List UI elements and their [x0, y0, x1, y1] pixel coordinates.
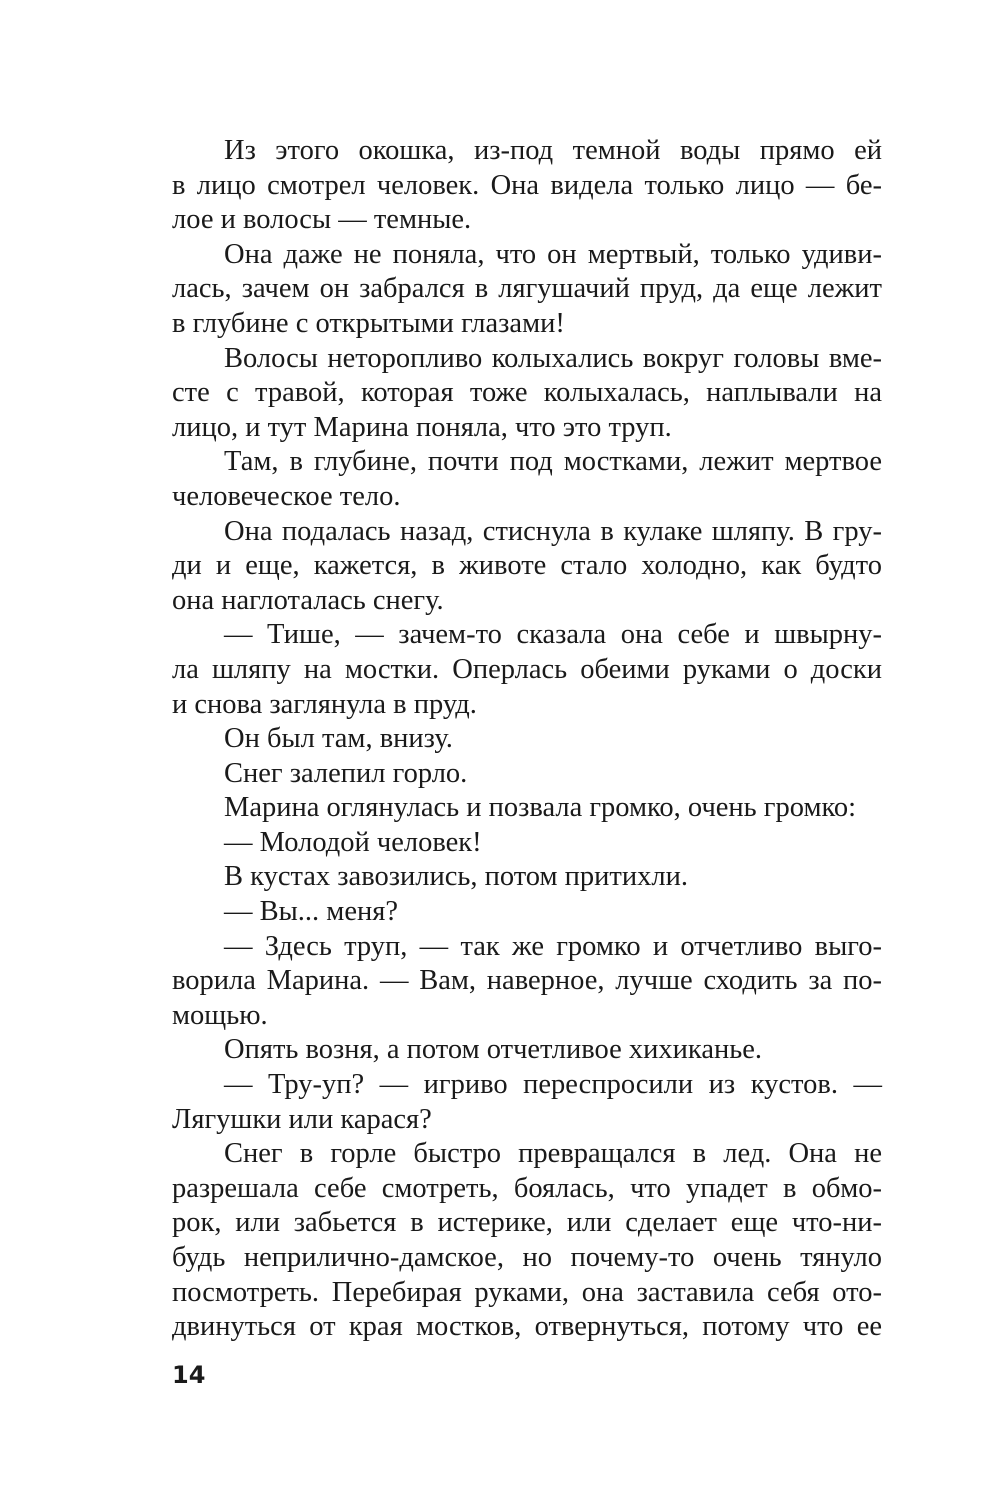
- paragraph: [172, 1137, 882, 1345]
- text-line: посмотреть. Перебирая руками, она заставила себя ото-: [172, 1276, 882, 1308]
- paragraph: [172, 930, 882, 1034]
- text-line: Из этого окошка, из-под темной воды прямо ей: [224, 135, 882, 166]
- text-line: — Вы... меня?: [224, 896, 398, 928]
- paragraph: [172, 791, 882, 826]
- text-line: разрешала себе смотреть, боялась, что упадет в обмо-: [172, 1172, 882, 1204]
- text-line: — Молодой человек!: [224, 826, 482, 858]
- body-text: [172, 134, 882, 1345]
- paragraph: [172, 860, 882, 895]
- text-line: В кустах завозились, потом притихли.: [224, 861, 688, 893]
- text-line: — Тише, — зачем-то сказала она себе и швырну-: [224, 619, 882, 651]
- text-line: Лягушки или карася?: [172, 1103, 432, 1135]
- text-line: Волосы неторопливо колыхались вокруг головы вме-: [224, 342, 882, 374]
- text-line: ди и еще, кажется, в животе стало холодно, как будто: [172, 550, 882, 582]
- text-line: Там, в глубине, почти под мостками, лежит мертвое: [224, 446, 882, 478]
- paragraph: [172, 238, 882, 342]
- text-line: ла шляпу на мостки. Оперлась обеими руками о доски: [172, 653, 882, 685]
- text-line: Снег залепил горло.: [224, 757, 468, 789]
- paragraph: [172, 1033, 882, 1068]
- text-line: — Тру-уп? — игриво переспросили из кустов. —: [224, 1069, 882, 1101]
- paragraph: [172, 445, 882, 514]
- paragraph: [172, 342, 882, 446]
- paragraph: [172, 515, 882, 619]
- text-line: лась, зачем он забрался в лягушачий пруд, да еще лежит: [172, 273, 882, 305]
- paragraph: [172, 757, 882, 792]
- paragraph: [172, 1068, 882, 1137]
- page-number: 14: [172, 1361, 206, 1389]
- text-line: Он был там, внизу.: [224, 723, 453, 755]
- text-line: и снова заглянула в пруд.: [172, 688, 477, 720]
- text-line: мощью.: [172, 999, 268, 1031]
- text-line: она наглоталась снегу.: [172, 584, 444, 616]
- text-line: Она даже не поняла, что он мертвый, только удиви-: [224, 238, 882, 270]
- text-line: человеческое тело.: [172, 480, 401, 512]
- paragraph: [172, 895, 882, 930]
- text-line: в лицо смотрел человек. Она видела только лицо — бе-: [172, 169, 882, 201]
- paragraph: [172, 826, 882, 861]
- paragraph: [172, 134, 882, 238]
- text-line: в глубине с открытыми глазами!: [172, 307, 565, 339]
- text-line: Опять возня, а потом отчетливое хихиканье.: [224, 1034, 763, 1066]
- paragraph: [172, 618, 882, 722]
- text-line: лое и волосы — темные.: [172, 204, 472, 236]
- text-line: Марина оглянулась и позвала громко, очень громко:: [224, 792, 857, 824]
- text-line: двинуться от края мостков, отвернуться, потому что ее: [172, 1311, 882, 1343]
- text-line: рок, или забьется в истерике, или сделает еще что-ни-: [172, 1207, 882, 1239]
- text-line: сте с травой, которая тоже колыхалась, наплывали на: [172, 377, 882, 409]
- text-line: ворила Марина. — Вам, наверное, лучше сходить за по-: [172, 965, 882, 997]
- text-line: лицо, и тут Марина поняла, что это труп.: [172, 411, 672, 443]
- text-line: Она подалась назад, стиснула в кулаке шляпу. В гру-: [224, 515, 882, 547]
- text-line: — Здесь труп, — так же громко и отчетливо выго-: [224, 930, 882, 962]
- text-line: Снег в горле быстро превращался в лед. Она не: [224, 1138, 882, 1170]
- paragraph: [172, 722, 882, 757]
- text-line: будь неприлично-дамское, но почему-то очень тянуло: [172, 1242, 882, 1273]
